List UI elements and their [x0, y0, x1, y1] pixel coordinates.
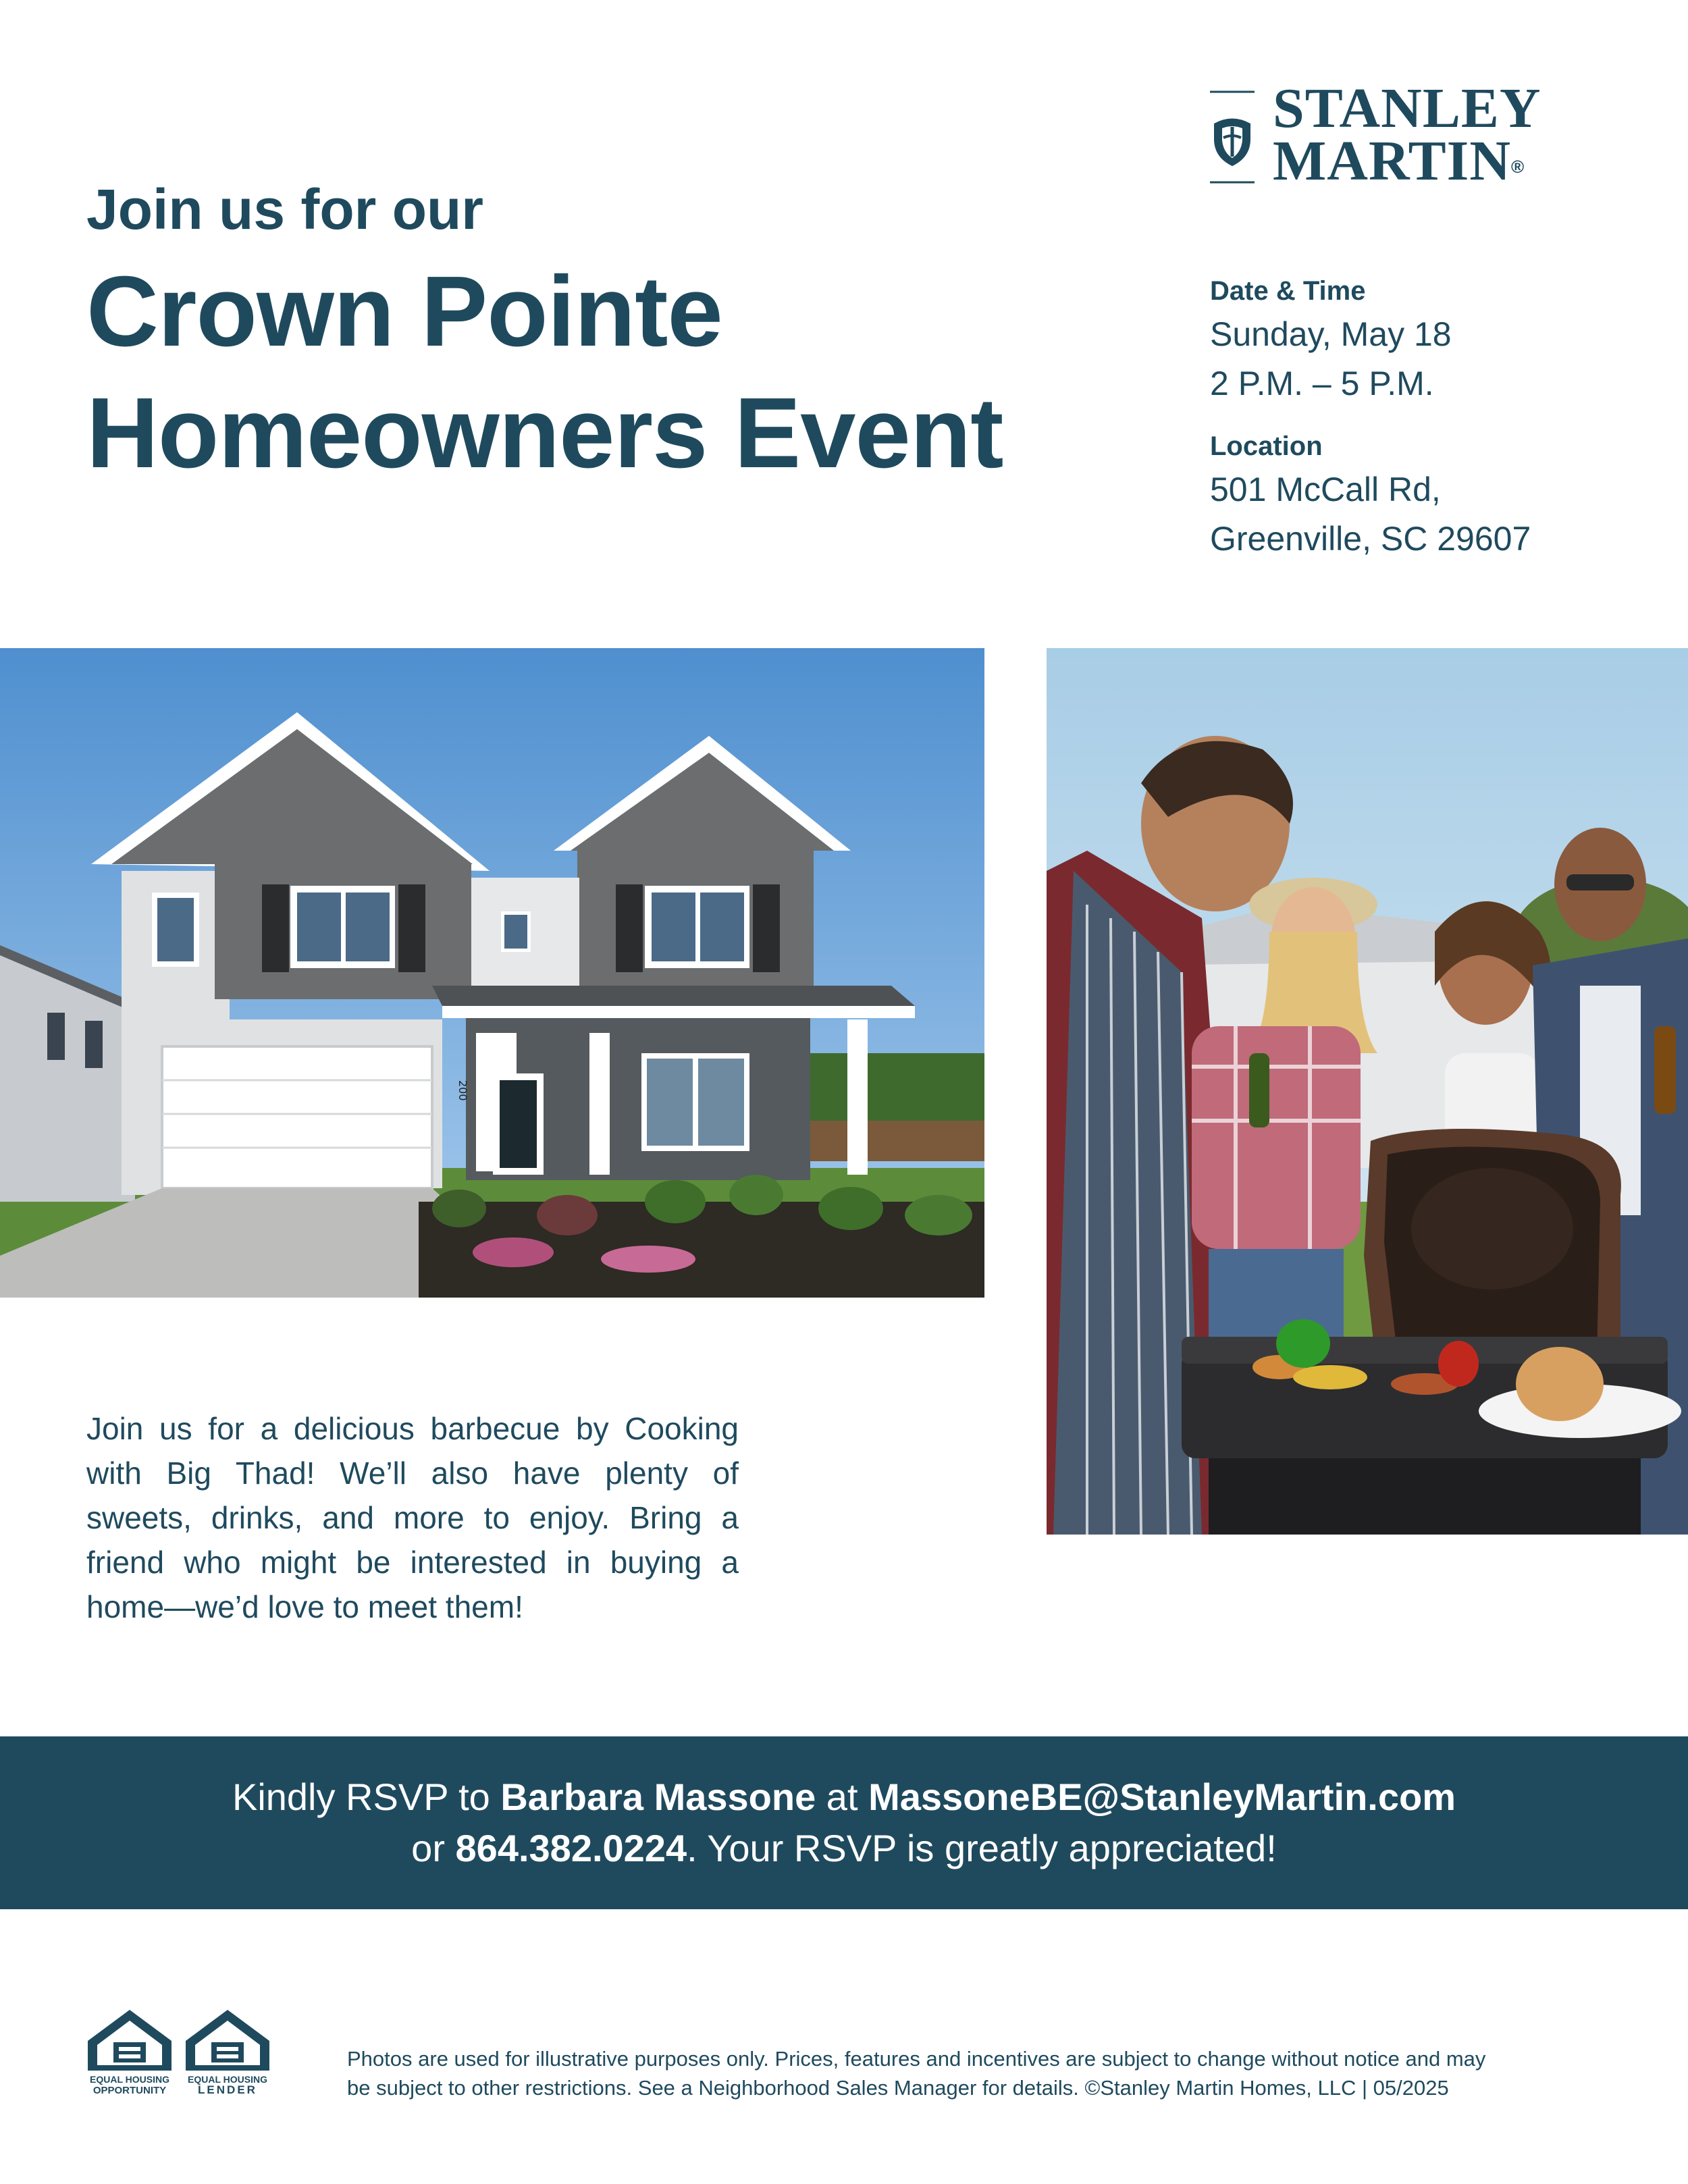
ehl-line1: EQUAL HOUSING [188, 2074, 267, 2085]
registered-mark: ® [1511, 157, 1525, 177]
barbecue-photo [1047, 648, 1688, 1535]
shield-logo-icon [1209, 86, 1256, 188]
house-number: 200 [456, 1080, 469, 1101]
equal-housing-logos [86, 2008, 272, 2096]
location-label: Location [1210, 431, 1323, 461]
equal-housing-lender-icon [186, 2010, 269, 2096]
eho-line2: OPPORTUNITY [93, 2085, 167, 2096]
eho-line1: EQUAL HOUSING [90, 2074, 169, 2085]
rsvp-line1 [0, 1772, 1688, 1823]
event-time: 2 P.M. – 5 P.M. [1210, 365, 1434, 402]
rsvp-line2 [0, 1823, 1688, 1874]
equal-housing-opportunity-icon [88, 2010, 172, 2096]
event-title [86, 251, 1003, 494]
rsvp-suffix: . Your RSVP is greatly appreciated! [687, 1827, 1277, 1869]
house-photo [0, 648, 984, 1298]
event-details [1210, 272, 1531, 564]
ehl-line2: LENDER [198, 2083, 257, 2096]
rsvp-or: or [411, 1827, 456, 1869]
event-title-line1: Crown Pointe [86, 256, 722, 367]
event-description: Join us for a delicious barbecue by Cooking with Big Thad! We’ll also have plenty of sweets, drinks, and more to enjoy. Bring a friend who might be interested in buying a home—we’d love to meet them! [86, 1411, 739, 1624]
rsvp-prefix: Kindly RSVP to [232, 1776, 501, 1818]
event-title-line2: Homeowners Event [86, 377, 1003, 489]
event-date: Sunday, May 18 [1210, 315, 1452, 353]
logo-line2: MARTIN® [1273, 130, 1525, 192]
address-line1: 501 McCall Rd, [1210, 471, 1441, 508]
logo-line1: STANLEY [1273, 77, 1541, 140]
logo-wordmark [1273, 77, 1541, 192]
date-time-label: Date & Time [1210, 276, 1366, 306]
disclaimer-line2: be subject to other restrictions. See a Neighborhood Sales Manager for details. ©Stanley Martin Homes, LLC | 05/2025 [347, 2076, 1449, 2100]
stanley-martin-logo [1209, 77, 1560, 192]
intro-text: Join us for our [86, 178, 483, 241]
rsvp-banner [0, 1736, 1688, 1909]
rsvp-at: at [816, 1776, 869, 1818]
rsvp-contact-name: Barbara Massone [500, 1776, 816, 1818]
rsvp-phone-link[interactable]: 864.382.0224 [455, 1827, 687, 1869]
rsvp-email-link[interactable]: MassoneBE@StanleyMartin.com [868, 1776, 1456, 1818]
disclaimer-line1: Photos are used for illustrative purposes only. Prices, features and incentives are subject to change without notice and may [347, 2047, 1486, 2071]
legal-disclaimer [347, 2044, 1549, 2102]
address-line2: Greenville, SC 29607 [1210, 520, 1531, 558]
